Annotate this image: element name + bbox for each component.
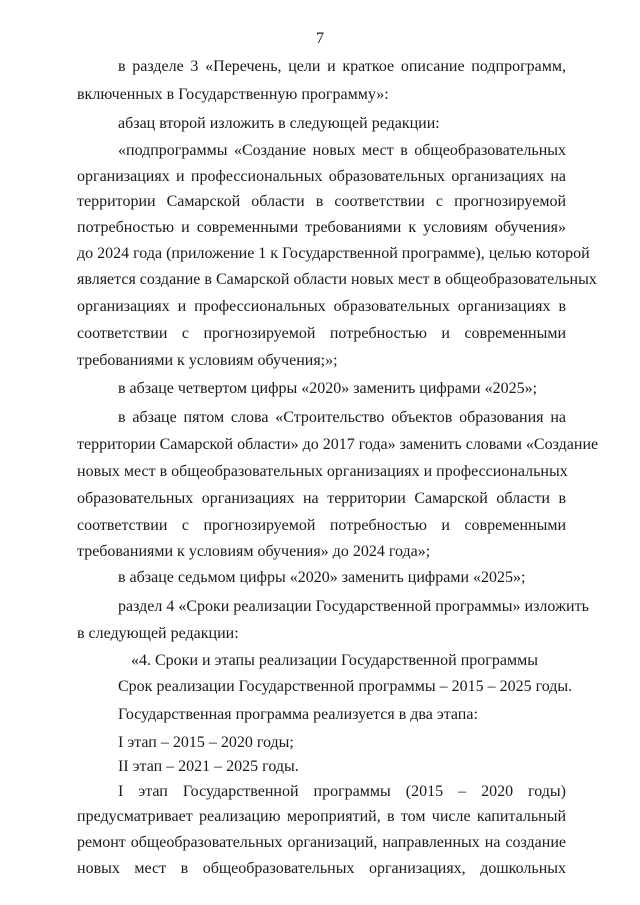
text-line: в следующей редакции: xyxy=(77,625,239,642)
text-line: I этап Государственной программы (2015 – 2020 годы) xyxy=(118,783,566,800)
text-line: новых мест в общеобразовательных организациях и профессиональных xyxy=(77,463,568,480)
text-line: потребностью и современными требованиями к условиям обучения» xyxy=(77,219,566,236)
text-line: требованиями к условиям обучения;»; xyxy=(77,352,338,369)
text-line: «подпрограммы «Создание новых мест в общеобразовательных xyxy=(118,142,566,159)
text-line: Срок реализации Государственной программы – 2015 – 2025 годы. xyxy=(118,678,573,695)
text-line: образовательных организациях на территории Самарской области в xyxy=(77,490,566,507)
text-line: предусматривает реализацию мероприятий, в том числе капитальный xyxy=(77,808,566,825)
section-heading: «4. Сроки и этапы реализации Государственной программы xyxy=(131,652,538,669)
text-line: территории Самарской области в соответствии с прогнозируемой xyxy=(77,193,566,210)
text-line: соответствии с прогнозируемой потребностью и современными xyxy=(77,517,566,534)
text-line: ремонт общеобразовательных организаций, направленных на создание xyxy=(77,834,566,851)
text-line: в разделе 3 «Перечень, цели и краткое описание подпрограмм, xyxy=(118,58,566,75)
text-line: I этап – 2015 – 2020 годы; xyxy=(118,734,294,751)
text-line: абзац второй изложить в следующей редакции: xyxy=(118,115,440,132)
text-line: до 2024 года (приложение 1 к Государственной программе), целью которой xyxy=(77,245,590,262)
text-line: соответствии с прогнозируемой потребностью и современными xyxy=(77,325,566,342)
text-line: новых мест в общеобразовательных организациях, дошкольных xyxy=(77,860,566,877)
text-line: организациях и профессиональных образовательных организациях в xyxy=(77,298,566,315)
page-number: 7 xyxy=(316,30,324,47)
text-line: в абзаце четвертом цифры «2020» заменить цифрами «2025»; xyxy=(118,380,538,397)
text-line: в абзаце седьмом цифры «2020» заменить цифрами «2025»; xyxy=(118,569,526,586)
text-line: раздел 4 «Сроки реализации Государственной программы» изложить xyxy=(118,598,589,615)
text-line: в абзаце пятом слова «Строительство объектов образования на xyxy=(118,409,566,426)
text-line: II этап – 2021 – 2025 годы. xyxy=(118,758,299,775)
text-line: организациях и профессиональных образовательных организациях на xyxy=(77,168,566,185)
text-line: Государственная программа реализуется в два этапа: xyxy=(118,706,478,723)
text-line: является создание в Самарской области новых мест в общеобразовательных xyxy=(77,271,597,288)
text-line: включенных в Государственную программу»: xyxy=(77,86,389,103)
text-line: территории Самарской области» до 2017 года» заменить словами «Создание xyxy=(77,436,599,453)
text-line: требованиями к условиям обучения» до 2024 года»; xyxy=(77,543,431,560)
